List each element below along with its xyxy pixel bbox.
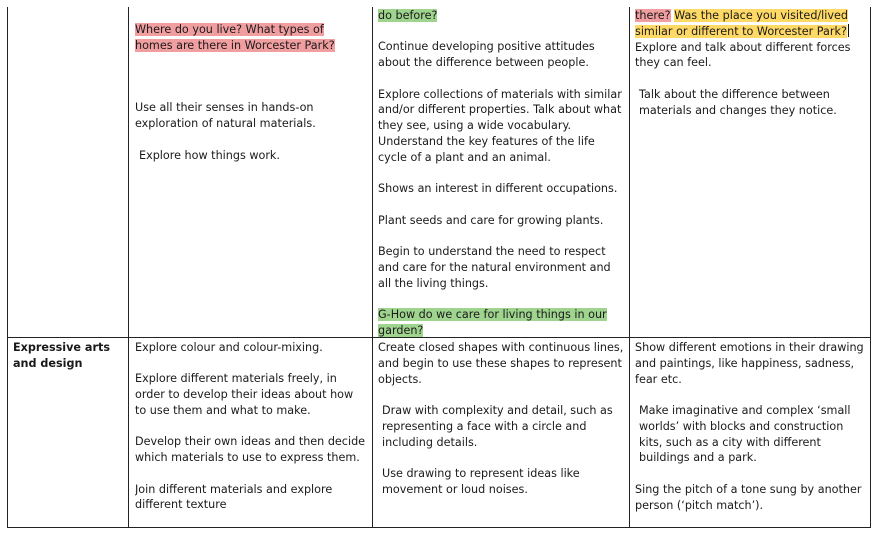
bottom-col2-cell (135, 340, 367, 513)
question-tail-red-text: there? (635, 9, 671, 22)
question-visited-text: Was the place you visited/lived similar or different to Worcester Park? (635, 9, 849, 38)
life-cycle-text: Understand the key features of the life cycle of a plant and an animal. (378, 134, 595, 164)
bottom-col4-cell (635, 340, 865, 513)
bottom-area-cell (13, 340, 125, 372)
plant-seeds-text: Plant seeds and care for growing plants. (378, 213, 604, 227)
curriculum-table (7, 7, 871, 528)
table-border-bottom (7, 527, 871, 528)
question-homes (135, 22, 363, 54)
top-area-cell (8, 7, 127, 337)
area-heading-expressive-arts: Expressive arts and design (13, 341, 110, 370)
column-divider-3 (629, 7, 630, 528)
join-materials-text: Join different materials and explore different texture (135, 482, 333, 512)
text-cursor-icon (848, 24, 849, 37)
attitudes-text: Continue developing positive attitudes about the difference between people. (378, 40, 595, 70)
column-divider-2 (372, 7, 373, 528)
draw-complexity-text: Draw with complexity and detail, such as representing a face with a circle and including details. (382, 403, 613, 449)
closed-shapes-text: Create closed shapes with continuous lines, and begin to use these shapes to represent objects. (378, 341, 624, 386)
materials-changes-text: Talk about the difference between materials and changes they notice. (639, 87, 837, 117)
pitch-match-text: Sing the pitch of a tone sung by another person (‘pitch match’). (635, 482, 862, 512)
own-ideas-text: Develop their own ideas and then decide which materials to use to express them. (135, 435, 366, 465)
question-homes-text: Where do you live? What types of homes are there in Worcester Park? (135, 23, 335, 52)
senses-text: Use all their senses in hands-on exploration of natural materials. (135, 101, 316, 131)
how-things-work-text: Explore how things work. (139, 148, 280, 162)
top-col3-cell (378, 8, 624, 339)
explore-materials-text: Explore different materials freely, in order to develop their ideas about how to use them and what to make. (135, 372, 354, 417)
table-border-right (870, 7, 871, 528)
forces-text: Explore and talk about different forces they can feel. (635, 40, 851, 70)
emotions-text: Show different emotions in their drawing and paintings, like happiness, sadness, fear etc. (635, 341, 864, 386)
question-visited-place (635, 8, 865, 40)
top-col4-cell (635, 8, 865, 118)
top-col2-cell (135, 22, 363, 163)
colour-mixing-text: Explore colour and colour-mixing. (135, 341, 323, 354)
question-living-things-text: G-How do we care for living things in our garden? (378, 307, 607, 337)
question-tail-text: do before? (378, 9, 438, 22)
materials-collections-text: Explore collections of materials with similar and/or different properties. Talk about what they see, using a wide vocabulary. (378, 87, 622, 133)
small-worlds-text: Make imaginative and complex ‘small worlds’ with blocks and construction kits, such as a city with different buildings and a park. (639, 403, 851, 465)
respect-environment-text: Begin to understand the need to respect and care for the natural environment and all the living things. (378, 244, 611, 290)
column-divider-1 (128, 7, 129, 528)
occupations-text: Shows an interest in different occupations. (378, 182, 618, 196)
bottom-col3-cell (378, 340, 624, 498)
drawing-ideas-text: Use drawing to represent ideas like movement or loud noises. (382, 466, 580, 496)
